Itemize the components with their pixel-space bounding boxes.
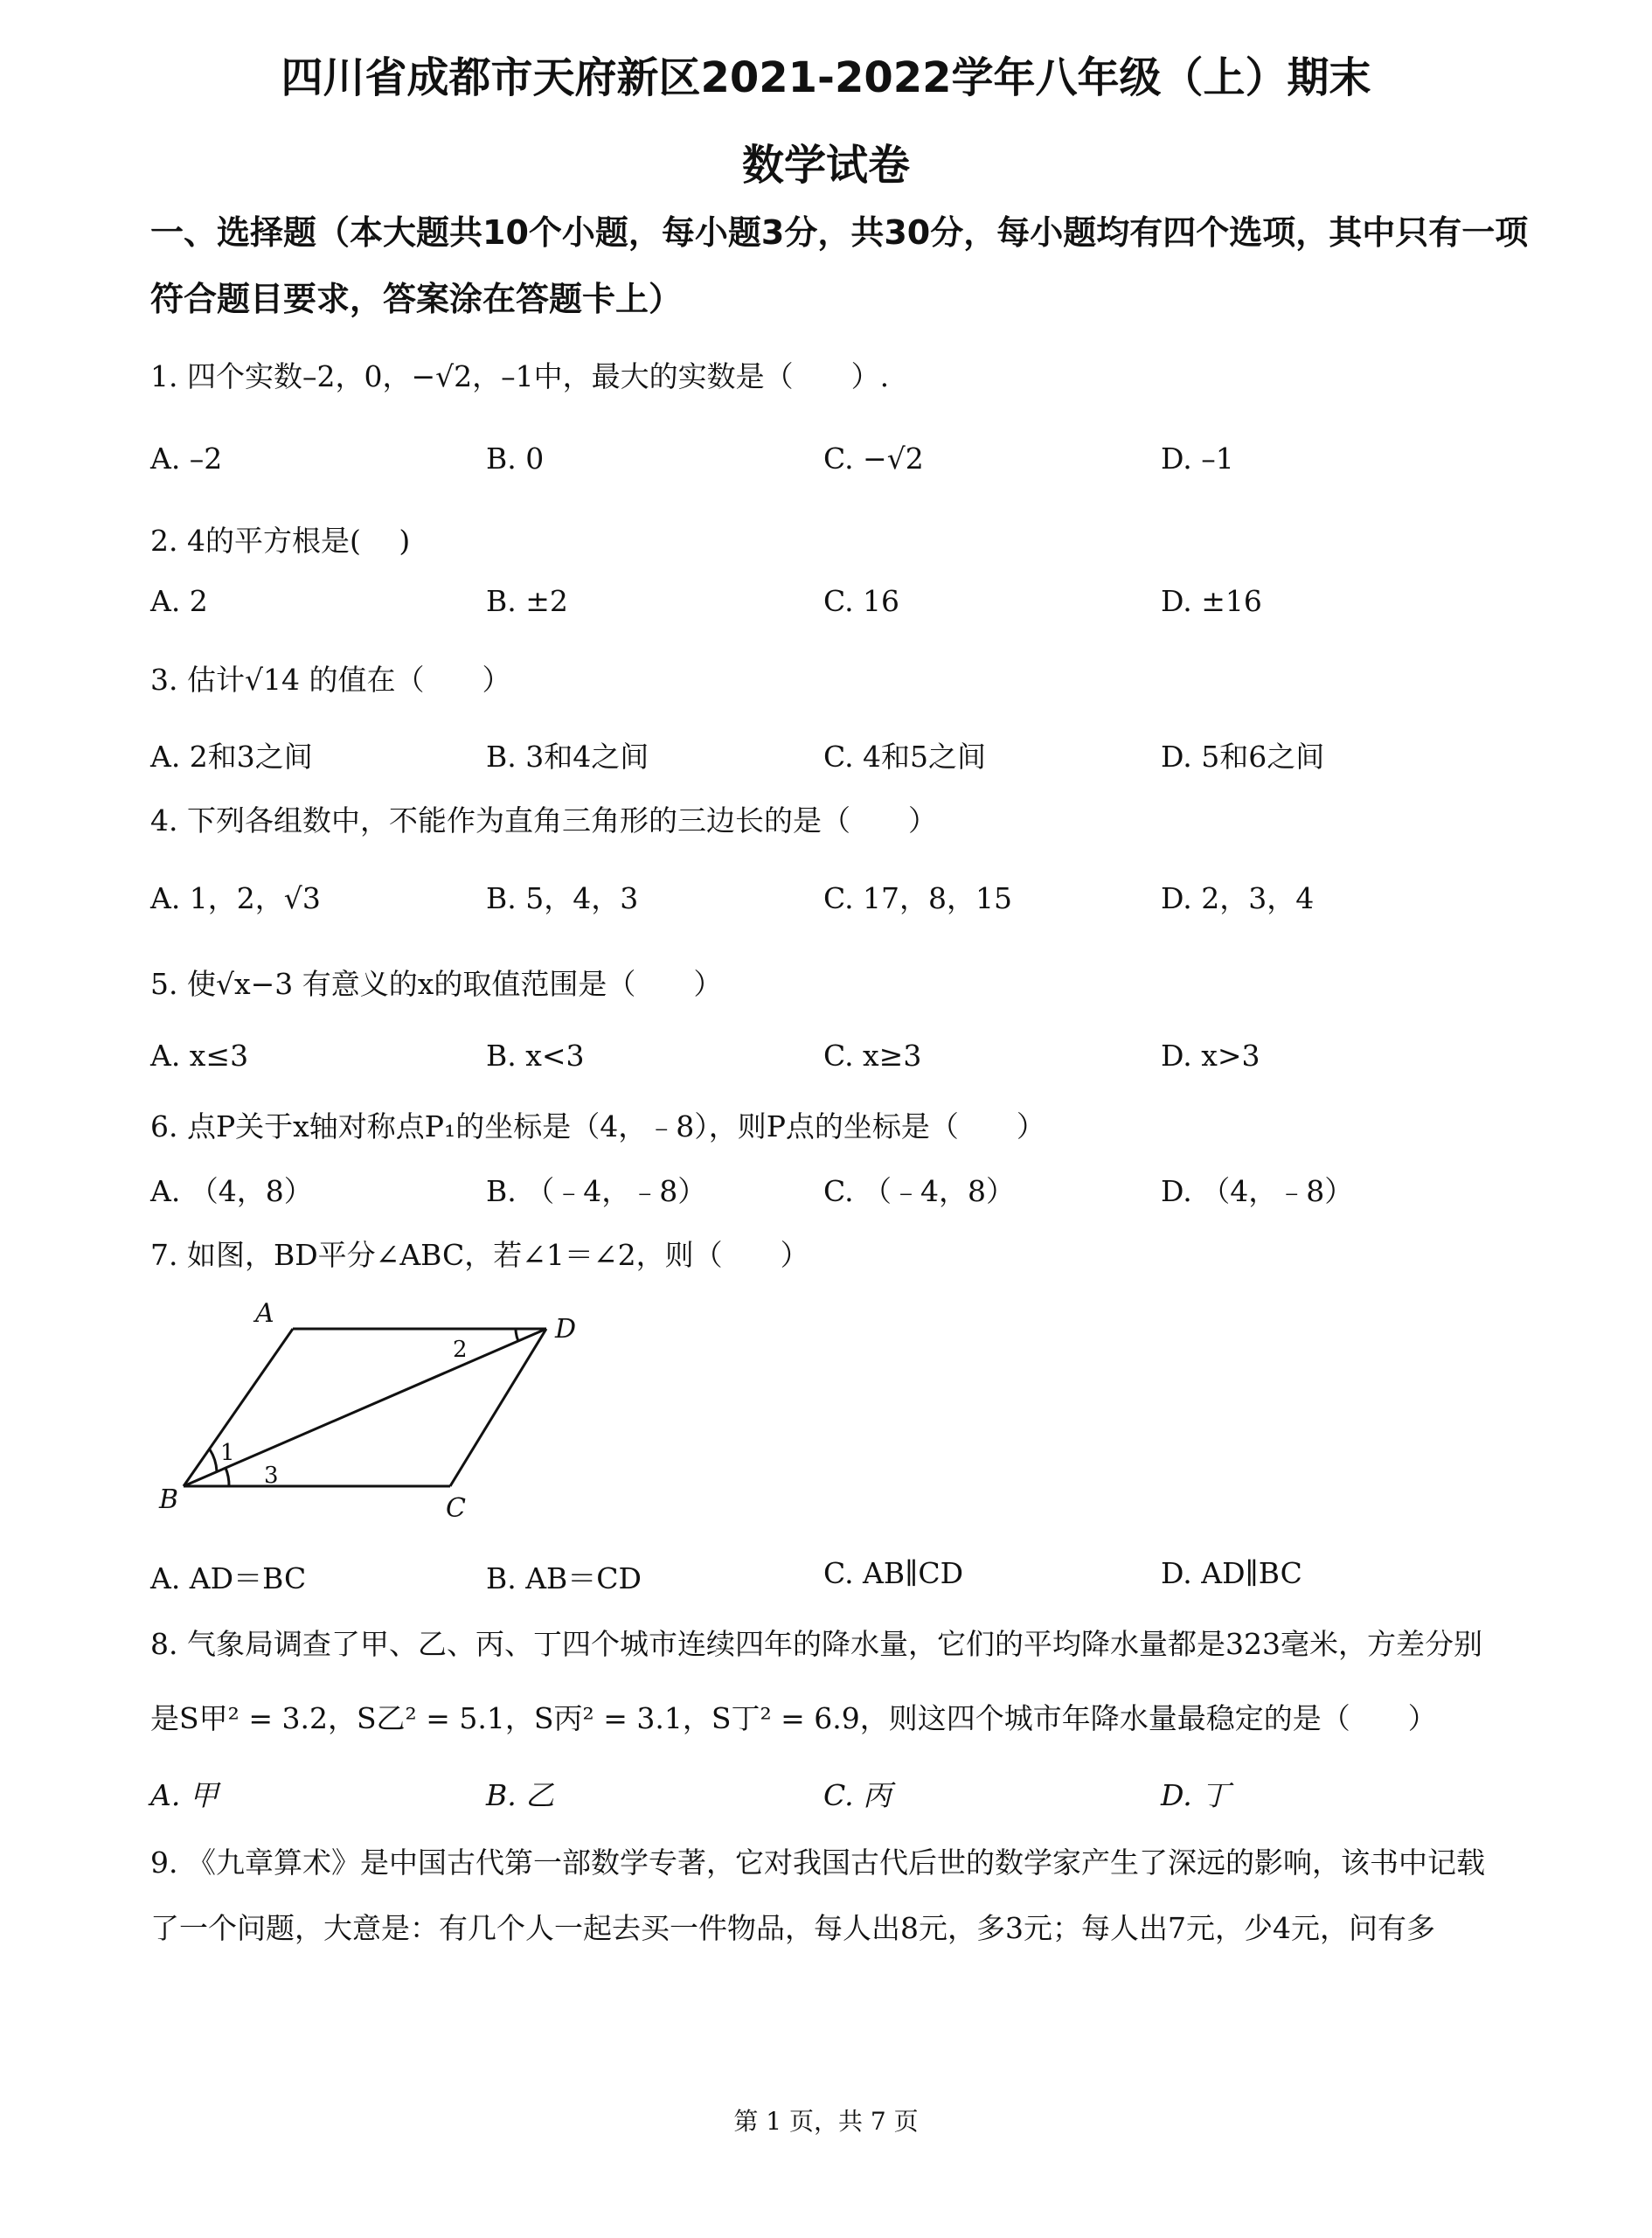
q4-option-c: C. 17，8，15 [823,881,1013,915]
q3-option-c: C. 4和5之间 [823,740,987,774]
q2-option-a: A. 2 [150,584,208,618]
q3-option-d: D. 5和6之间 [1161,740,1325,774]
exam-subtitle: 数学试卷 [741,141,910,190]
question-9-line-2: 了一个问题，大意是：有几个人一起去买一件物品，每人出8元，多3元；每人出7元，少4元，问有多 [150,1911,1435,1945]
q2-option-b: B. ±2 [486,584,568,618]
q8-option-d: D. 丁 [1161,1778,1231,1812]
q7-option-b: B. AB＝CD [486,1561,642,1595]
q1-option-a: A. –2 [150,441,223,476]
q8-option-b: B. 乙 [486,1778,555,1812]
question-8-line-1: 8. 气象局调查了甲、乙、丙、丁四个城市连续四年的降水量，它们的平均降水量都是323毫米，方差分别 [150,1627,1482,1661]
question-7: 7. 如图，BD平分∠ABC，若∠1＝∠2，则（ ） [150,1238,809,1272]
q1-option-c: C. −√2 [823,441,924,476]
q4-option-b: B. 5，4，3 [486,881,639,915]
q8-option-a: A. 甲 [150,1778,219,1812]
question-2: 2. 4的平方根是( ) [150,524,411,558]
q8-option-c: C. 丙 [823,1778,892,1812]
q5-option-c: C. x≥3 [823,1039,922,1073]
label-b: B [159,1484,179,1515]
q1-option-b: B. 0 [486,441,545,476]
q7-option-c: C. AB∥CD [823,1556,964,1590]
q6-option-d: D. （4，﹣8） [1161,1174,1354,1208]
q5-option-d: D. x>3 [1161,1039,1260,1073]
section-heading: 一、选择题（本大题共10个小题，每小题3分，共30分，每小题均有四个选项，其中只有一项符合题目要求，答案涂在答题卡上） [150,213,1529,318]
q6-option-a: A. （4，8） [150,1174,313,1208]
parallelogram-figure [140,1294,629,1521]
question-5: 5. 使√x−3 有意义的x的取值范围是（ ） [150,967,723,1001]
label-angle-3: 3 [264,1463,279,1489]
question-9-line-1: 9. 《九章算术》是中国古代第一部数学专著，它对我国古代后世的数学家产生了深远的影响，该书中记载 [150,1845,1485,1880]
q4-option-d: D. 2，3，4 [1161,881,1315,915]
q6-option-c: C. （﹣4，8） [823,1174,1016,1208]
label-c: C [446,1493,466,1521]
q4-option-a: A. 1，2，√3 [150,881,321,915]
angle-3-arc [226,1468,229,1486]
q2-option-c: C. 16 [823,584,900,618]
q7-option-d: D. AD∥BC [1161,1556,1302,1590]
q2-option-d: D. ±16 [1161,584,1262,618]
angle-1-arc [210,1449,217,1471]
q6-option-b: B. （﹣4，﹣8） [486,1174,707,1208]
q5-option-a: A. x≤3 [150,1039,249,1073]
q7-option-a: A. AD＝BC [150,1561,307,1595]
question-6: 6. 点P关于x轴对称点P₁的坐标是（4，﹣8），则P点的坐标是（ ） [150,1109,1045,1143]
question-8-line-2: 是S甲² = 3.2，S乙² = 5.1，S丙² = 3.1，S丁² = 6.9，则这四个城市年降水量最稳定的是（ ） [150,1701,1437,1735]
question-1: 1. 四个实数–2，0，−√2，–1中，最大的实数是（ ）. [150,359,890,393]
exam-title: 四川省成都市天府新区2021-2022学年八年级（上）期末 [281,53,1371,102]
q3-option-b: B. 3和4之间 [486,740,649,774]
label-angle-1: 1 [220,1440,235,1466]
q5-option-b: B. x<3 [486,1039,585,1073]
page-footer: 第 1 页，共 7 页 [733,2107,919,2136]
label-angle-2: 2 [453,1337,468,1363]
question-3: 3. 估计√14 的值在（ ） [150,663,511,697]
angle-2-arc [516,1329,518,1341]
label-d: D [555,1314,577,1345]
label-a: A [255,1298,274,1329]
q1-option-d: D. –1 [1161,441,1234,476]
question-4: 4. 下列各组数中，不能作为直角三角形的三边长的是（ ） [150,803,937,838]
q3-option-a: A. 2和3之间 [150,740,313,774]
